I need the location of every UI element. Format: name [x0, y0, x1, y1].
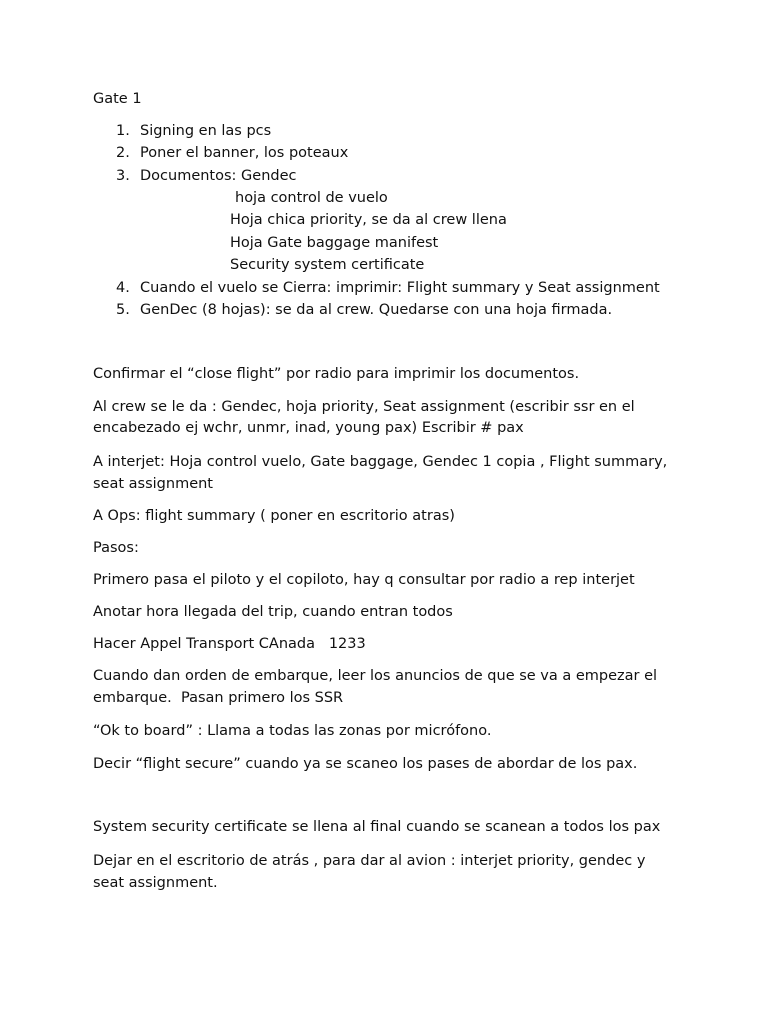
list-item-number: 1. [116, 123, 130, 139]
paragraph-line: “Ok to board” : Llama a todas las zonas por micrófono. [93, 723, 492, 739]
paragraph-line: Hacer Appel Transport CAnada 1233 [93, 636, 366, 652]
page-title: Gate 1 [93, 91, 142, 107]
paragraph-line: Cuando dan orden de embarque, leer los anuncios de que se va a empezar el [93, 668, 658, 684]
paragraph-line: Anotar hora llegada del trip, cuando entran todos [93, 604, 453, 620]
sub-list-item: Security system certificate [230, 257, 425, 273]
paragraph-line: Primero pasa el piloto y el copiloto, hay q consultar por radio a rep interjet [93, 572, 635, 588]
list-item: GenDec (8 hojas): se da al crew. Quedarse con una hoja firmada. [140, 302, 613, 318]
paragraph-line: Pasos: [93, 540, 139, 556]
sub-list-item: Hoja Gate baggage manifest [230, 235, 439, 251]
list-item: Signing en las pcs [140, 123, 272, 139]
list-item: Documentos: Gendec [140, 168, 297, 184]
paragraph-line: Confirmar el “close flight” por radio para imprimir los documentos. [93, 366, 580, 382]
list-item-number: 5. [116, 302, 130, 318]
paragraph-line: System security certificate se llena al final cuando se scanean a todos los pax [93, 819, 661, 835]
paragraph-line: encabezado ej wchr, unmr, inad, young pax) Escribir # pax [93, 420, 524, 436]
sub-list-item: hoja control de vuelo [235, 190, 388, 206]
sub-list-item: Hoja chica priority, se da al crew llena [230, 212, 507, 228]
list-item-number: 2. [116, 145, 130, 161]
paragraph-line: Dejar en el escritorio de atrás , para dar al avion : interjet priority, gendec y [93, 853, 646, 869]
paragraph-line: seat assignment [93, 476, 213, 492]
paragraph-line: Al crew se le da : Gendec, hoja priority, Seat assignment (escribir ssr en el [93, 399, 635, 415]
list-item: Cuando el vuelo se Cierra: imprimir: Flight summary y Seat assignment [140, 280, 660, 296]
paragraph-line: A interjet: Hoja control vuelo, Gate baggage, Gendec 1 copia , Flight summary, [93, 454, 668, 470]
list-item: Poner el banner, los poteaux [140, 145, 349, 161]
paragraph-line: Decir “flight secure” cuando ya se scaneo los pases de abordar de los pax. [93, 756, 638, 772]
list-item-number: 4. [116, 280, 130, 296]
paragraph-line: embarque. Pasan primero los SSR [93, 690, 344, 706]
paragraph-line: seat assignment. [93, 875, 218, 891]
list-item-number: 3. [116, 168, 130, 184]
paragraph-line: A Ops: flight summary ( poner en escritorio atras) [93, 508, 455, 524]
